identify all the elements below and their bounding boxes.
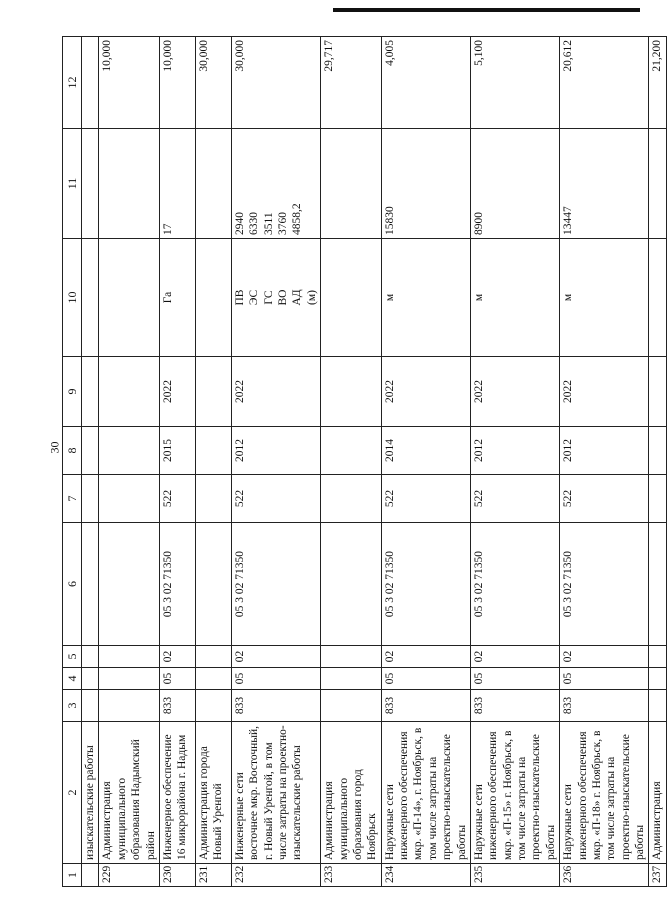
cell-col-11: 17 <box>159 129 195 239</box>
cell-col-11 <box>99 129 160 239</box>
cell-col-9 <box>649 357 666 427</box>
cell-col-11: 8900 <box>470 129 559 239</box>
cell-col-7: 522 <box>470 475 559 523</box>
cell-col-5: 02 <box>159 646 195 668</box>
cell-col-1: 233 <box>321 864 382 887</box>
cell-col-12: 29,717 <box>321 37 382 129</box>
cell-col-10: ПВ ЭС ГС ВО АД (м) <box>231 239 320 357</box>
cell-col-2: Наружные сети инженерного обеспечения мкр. «П-14», г. Ноябрьск, в том числе затраты на проектно-изыскательские работы <box>381 722 470 864</box>
cell-col-1: 231 <box>195 864 231 887</box>
cell-col-4: 05 <box>560 668 649 690</box>
cell-col-4: 05 <box>231 668 320 690</box>
cell-col-5 <box>82 646 99 668</box>
column-header-2: 2 <box>63 722 82 864</box>
cell-col-10: м <box>470 239 559 357</box>
cell-col-6 <box>649 523 666 646</box>
cell-col-7 <box>99 475 160 523</box>
page-number: 30 <box>47 441 62 454</box>
cell-col-6: 05 3 02 71350 <box>560 523 649 646</box>
cell-col-6 <box>195 523 231 646</box>
table-row <box>159 37 195 887</box>
cell-col-5: 02 <box>470 646 559 668</box>
table-row <box>82 37 99 887</box>
cell-col-10 <box>195 239 231 357</box>
cell-col-1: 232 <box>231 864 320 887</box>
cell-col-11: 13447 <box>560 129 649 239</box>
cell-col-9 <box>82 357 99 427</box>
cell-col-6: 05 3 02 71350 <box>381 523 470 646</box>
cell-col-12: 10,000 <box>159 37 195 129</box>
table-body <box>63 37 667 887</box>
cell-col-7 <box>195 475 231 523</box>
cell-col-8 <box>99 427 160 475</box>
data-table <box>62 36 667 887</box>
cell-col-4 <box>649 668 666 690</box>
cell-col-5: 02 <box>560 646 649 668</box>
cell-col-8: 2014 <box>381 427 470 475</box>
cell-col-1: 230 <box>159 864 195 887</box>
cell-col-6 <box>82 523 99 646</box>
cell-col-6: 05 3 02 71350 <box>159 523 195 646</box>
cell-col-2: изыскательские работы <box>82 722 99 864</box>
table-row <box>560 37 649 887</box>
cell-col-1: 236 <box>560 864 649 887</box>
cell-col-3: 833 <box>159 690 195 722</box>
cell-col-2: Администрация муниципального образования город Ноябрьск <box>321 722 382 864</box>
column-header-8: 8 <box>63 427 82 475</box>
table-row <box>321 37 382 887</box>
cell-col-7: 522 <box>560 475 649 523</box>
cell-col-9 <box>321 357 382 427</box>
table-row <box>649 37 666 887</box>
cell-col-9: 2022 <box>159 357 195 427</box>
cell-col-11 <box>649 129 666 239</box>
cell-col-5: 02 <box>231 646 320 668</box>
cell-col-7 <box>649 475 666 523</box>
cell-col-8: 2015 <box>159 427 195 475</box>
column-header-1: 1 <box>63 864 82 887</box>
cell-col-12: 5,100 <box>470 37 559 129</box>
table-row <box>195 37 231 887</box>
cell-col-3 <box>99 690 160 722</box>
cell-col-3 <box>195 690 231 722</box>
cell-col-10: м <box>560 239 649 357</box>
cell-col-9 <box>99 357 160 427</box>
cell-col-12: 20,612 <box>560 37 649 129</box>
cell-col-3: 833 <box>231 690 320 722</box>
column-header-10: 10 <box>63 239 82 357</box>
cell-col-11 <box>82 129 99 239</box>
cell-col-4: 05 <box>470 668 559 690</box>
cell-col-11: 2940 6330 3511 3760 4858,2 <box>231 129 320 239</box>
cell-col-11 <box>195 129 231 239</box>
cell-col-8 <box>195 427 231 475</box>
column-header-7: 7 <box>63 475 82 523</box>
cell-col-7 <box>321 475 382 523</box>
cell-col-6: 05 3 02 71350 <box>470 523 559 646</box>
cell-col-12: 21,200 <box>649 37 666 129</box>
cell-col-2: Администрация <box>649 722 666 864</box>
cell-col-10 <box>82 239 99 357</box>
cell-col-1: 229 <box>99 864 160 887</box>
table-row <box>231 37 320 887</box>
cell-col-3: 833 <box>470 690 559 722</box>
cell-col-7 <box>82 475 99 523</box>
cell-col-11: 15830 <box>381 129 470 239</box>
cell-col-6: 05 3 02 71350 <box>231 523 320 646</box>
cell-col-12: 30,000 <box>231 37 320 129</box>
header-row <box>63 37 82 887</box>
cell-col-3 <box>82 690 99 722</box>
column-header-4: 4 <box>63 668 82 690</box>
cell-col-1: 234 <box>381 864 470 887</box>
cell-col-7: 522 <box>381 475 470 523</box>
cell-col-8 <box>82 427 99 475</box>
column-header-3: 3 <box>63 690 82 722</box>
cell-col-2: Администрация города Новый Уренгой <box>195 722 231 864</box>
cell-col-7: 522 <box>159 475 195 523</box>
cell-col-10: м <box>381 239 470 357</box>
column-header-9: 9 <box>63 357 82 427</box>
document-sheet <box>62 37 664 887</box>
cell-col-7: 522 <box>231 475 320 523</box>
cell-col-5: 02 <box>381 646 470 668</box>
cell-col-3 <box>321 690 382 722</box>
column-header-12: 12 <box>63 37 82 129</box>
cell-col-2: Наружные сети инженерного обеспечения мкр. «П-15» г. Ноябрьск, в том числе затраты на проектно-изыскательские работы <box>470 722 559 864</box>
cell-col-3: 833 <box>560 690 649 722</box>
cell-col-8: 2012 <box>231 427 320 475</box>
top-rule <box>333 8 640 12</box>
column-header-11: 11 <box>63 129 82 239</box>
cell-col-10 <box>649 239 666 357</box>
column-header-5: 5 <box>63 646 82 668</box>
cell-col-12: 30,000 <box>195 37 231 129</box>
table-row <box>470 37 559 887</box>
cell-col-1 <box>82 864 99 887</box>
cell-col-8: 2012 <box>560 427 649 475</box>
cell-col-8 <box>321 427 382 475</box>
table-row <box>381 37 470 887</box>
cell-col-5 <box>195 646 231 668</box>
cell-col-9: 2022 <box>470 357 559 427</box>
cell-col-4 <box>82 668 99 690</box>
cell-col-12: 10,000 <box>99 37 160 129</box>
cell-col-4: 05 <box>381 668 470 690</box>
cell-col-11 <box>321 129 382 239</box>
cell-col-9: 2022 <box>231 357 320 427</box>
cell-col-5 <box>321 646 382 668</box>
cell-col-12: 4,005 <box>381 37 470 129</box>
cell-col-6 <box>99 523 160 646</box>
cell-col-8 <box>649 427 666 475</box>
table-row <box>99 37 160 887</box>
cell-col-4 <box>195 668 231 690</box>
cell-col-1: 237 <box>649 864 666 887</box>
cell-col-10 <box>99 239 160 357</box>
cell-col-9 <box>195 357 231 427</box>
cell-col-2: Инженерное обеспечение 16 микрорайона г. Надым <box>159 722 195 864</box>
cell-col-10 <box>321 239 382 357</box>
cell-col-2: Наружные сети инженерного обеспечения мкр. «П-18» г. Ноябрьск, в том числе затраты на проектно-изыскательские работы <box>560 722 649 864</box>
cell-col-12 <box>82 37 99 129</box>
cell-col-2: Администрация муниципального образования Надымский район <box>99 722 160 864</box>
cell-col-2: Инженерные сети восточнее мкр. Восточный, г. Новый Уренгой, в том числе затраты на проектно-изыскательские работы <box>231 722 320 864</box>
rotated-table-wrapper <box>62 37 664 887</box>
cell-col-9: 2022 <box>381 357 470 427</box>
cell-col-4 <box>321 668 382 690</box>
cell-col-3: 833 <box>381 690 470 722</box>
column-header-6: 6 <box>63 523 82 646</box>
cell-col-1: 235 <box>470 864 559 887</box>
cell-col-4: 05 <box>159 668 195 690</box>
cell-col-5 <box>99 646 160 668</box>
cell-col-3 <box>649 690 666 722</box>
cell-col-10: Га <box>159 239 195 357</box>
cell-col-6 <box>321 523 382 646</box>
cell-col-8: 2012 <box>470 427 559 475</box>
cell-col-9: 2022 <box>560 357 649 427</box>
cell-col-4 <box>99 668 160 690</box>
cell-col-5 <box>649 646 666 668</box>
